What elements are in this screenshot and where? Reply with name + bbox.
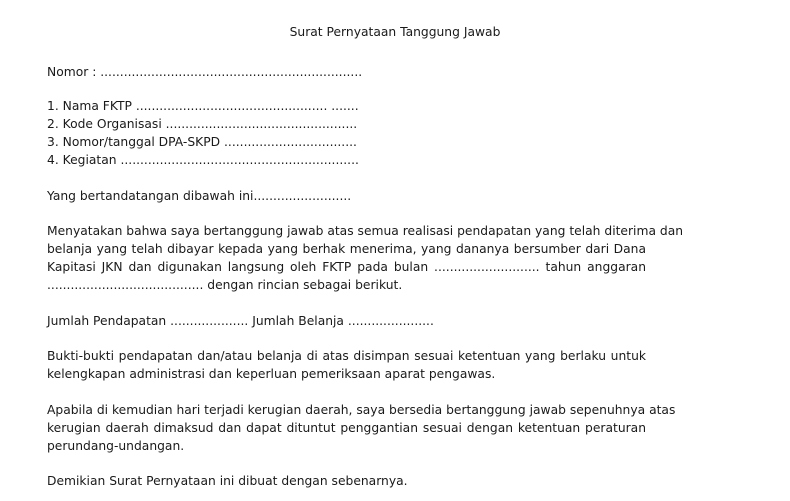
statement-line: Kapitasi JKN dan digunakan langsung oleh FKTP pada bulan ........................... tahun anggaran: [47, 260, 646, 274]
undersigned-line: Yang bertandatangan dibawah ini.........................: [47, 189, 352, 203]
statement-line: belanja yang telah dibayar kepada yang berhak menerima, yang dananya bersumber dari Dana: [47, 242, 646, 256]
liability-line: kerugian daerah dimaksud dan dapat dituntut penggantian sesuai dengan ketentuan peraturan: [47, 421, 646, 435]
field-nama-fktp: 1. Nama FKTP ................................................. .......: [47, 99, 359, 113]
liability-line: perundang-undangan.: [47, 439, 185, 453]
field-kegiatan: 4. Kegiatan .............................................................: [47, 153, 359, 167]
statement-line: Menyatakan bahwa saya bertanggung jawab atas semua realisasi pendapatan yang telah diterima dan: [47, 224, 684, 238]
nomor-line: Nomor : ...................................................................: [47, 65, 363, 79]
field-kode-organisasi: 2. Kode Organisasi .................................................: [47, 117, 358, 131]
amounts-line: Jumlah Pendapatan .................... Jumlah Belanja ......................: [47, 314, 434, 328]
field-nomor-dpa: 3. Nomor/tanggal DPA-SKPD ..................................: [47, 135, 357, 149]
document-title: Surat Pernyataan Tanggung Jawab: [289, 25, 501, 39]
liability-line: Apabila di kemudian hari terjadi kerugian daerah, saya bersedia bertanggung jawab sepenuhnya atas: [47, 403, 676, 417]
statement-line: ........................................ dengan rincian sebagai berikut.: [47, 278, 403, 292]
evidence-line: Bukti-bukti pendapatan dan/atau belanja di atas disimpan sesuai ketentuan yang berlaku untuk: [47, 349, 646, 363]
closing-line: Demikian Surat Pernyataan ini dibuat dengan sebenarnya.: [47, 474, 408, 488]
evidence-line: kelengkapan administrasi dan keperluan pemeriksaan aparat pengawas.: [47, 367, 496, 381]
